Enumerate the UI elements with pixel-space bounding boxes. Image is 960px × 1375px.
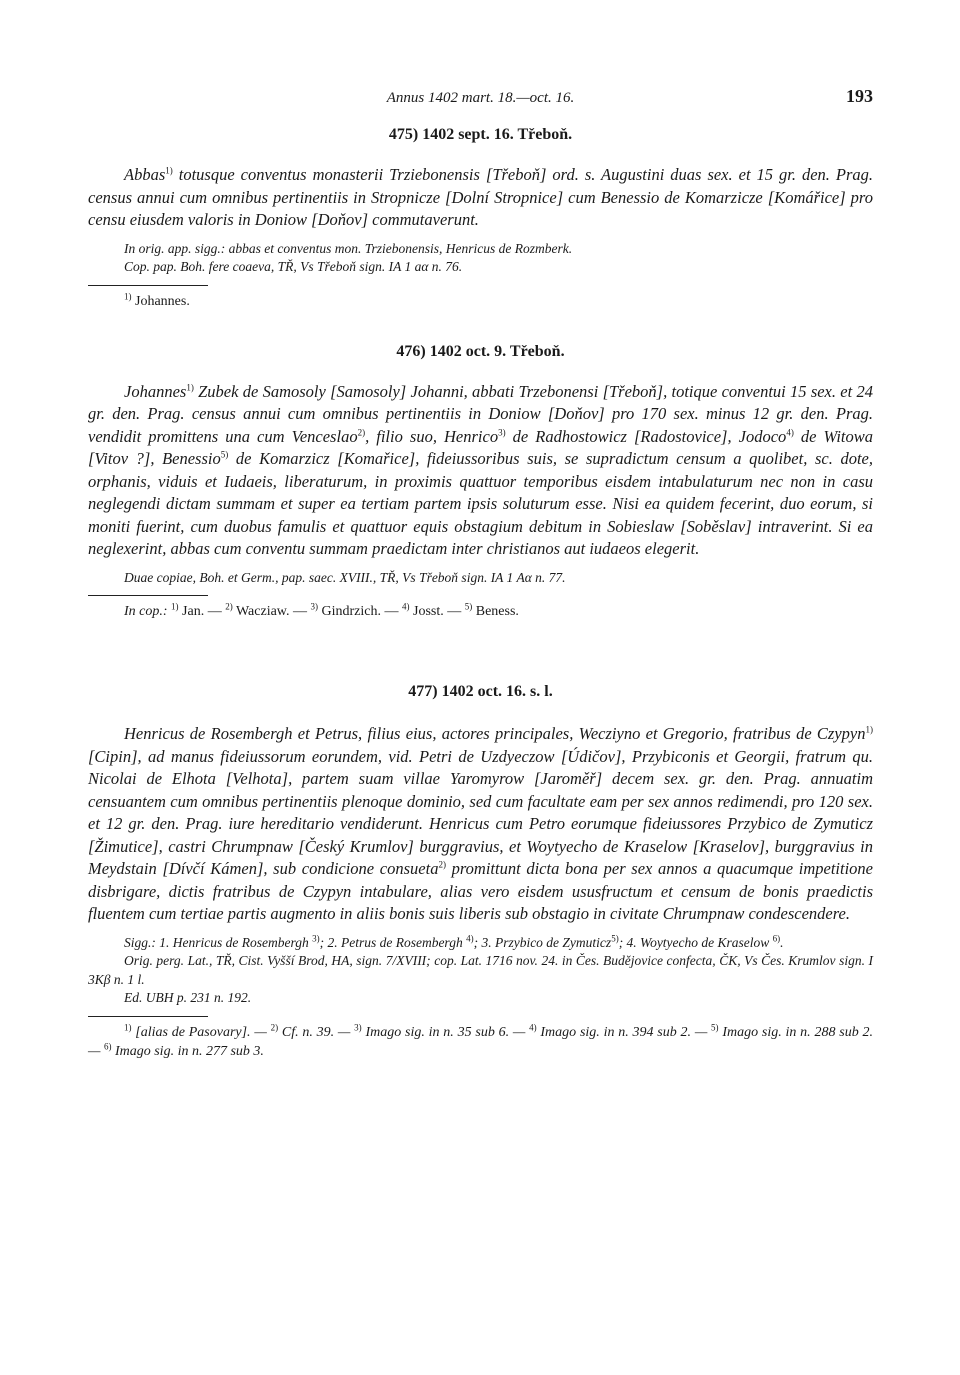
- footnote-mark: 3): [354, 1021, 362, 1032]
- copy-note: Cop. pap. Boh. fere coaeva, TŘ, Vs Třeboň sign. IA 1 aα n. 76.: [124, 259, 463, 274]
- footnote: [88, 1023, 873, 1061]
- page-number: 193: [846, 86, 873, 106]
- footnote-ref: 2): [357, 427, 366, 437]
- footnote: [88, 602, 873, 621]
- footnote-text: Imago sig. in n. 277 sub 3.: [111, 1043, 264, 1059]
- footnote-text: Johannes.: [131, 293, 190, 309]
- footnote: [88, 292, 873, 311]
- footnote-mark: 1): [124, 1021, 132, 1032]
- source-notes: [88, 569, 873, 588]
- footnote-ref: 4): [786, 427, 794, 437]
- footnote-mark: 1): [171, 601, 179, 612]
- footnote-text: Imago sig. in n. 288 sub 2. —: [88, 1024, 873, 1059]
- footnote-ref: 5): [611, 933, 619, 943]
- text-segment: Sigg.: 1. Henricus de Rosembergh: [124, 934, 313, 950]
- footnote-mark: 6): [103, 1040, 112, 1051]
- seals-note: [88, 934, 873, 953]
- text-segment: ; 2. Petrus de Rosembergh: [319, 934, 467, 950]
- text-segment: de Witowa [Vitov ?], Benessio: [88, 426, 874, 468]
- document-text: [88, 164, 873, 232]
- footnote-text: Imago sig. in n. 35 sub 6. —: [361, 1024, 530, 1040]
- document-477: [88, 681, 873, 1061]
- text-segment: Johannes: [124, 381, 187, 401]
- footnote-text: Imago sig. in n. 394 sub 2. —: [536, 1024, 712, 1040]
- footnote-text: Wacziaw. —: [232, 604, 311, 619]
- source-notes: [88, 934, 873, 1008]
- footnote-text: Josst. —: [409, 604, 465, 619]
- document-title: 476) 1402 oct. 9. Třeboň.: [396, 342, 565, 360]
- text-segment: de Komarzicz [Komařice], fideiussoribus suis, se supradictum censum a quolibet, sc. dote, orphanis, viduis et Iudaeis, liberaturum, in proximis quattuor temporibus eisdem intabulaturum nec non in casu neglegendi dictam summam et super ea tertiam partem ipsis soluturum esse. Nisi ea quidem fecerint, duo eorum, si moniti fuerint, cum duobus famulis et quattuor equis obstagium debitum in Sobieslaw [Soběslav] intraverint. Si ea neglexerint, abbas cum conventu summam praedictam inter christianos aut iudaeos elegerit.: [88, 449, 873, 558]
- copy-note: Duae copiae, Boh. et Germ., pap. saec. XVIII., TŘ, Vs Třeboň sign. IA 1 Aα n. 77.: [124, 569, 566, 585]
- footnote-mark: 4): [529, 1021, 537, 1032]
- footnote-intro: In cop.:: [124, 604, 168, 619]
- document-title: 477) 1402 oct. 16. s. l.: [408, 683, 553, 700]
- document-title: 475) 1402 sept. 16. Třeboň.: [388, 126, 573, 143]
- text-segment: totusque conventus monasterii Trziebonensis [Třeboň] ord. s. Augustini duas sex. et 15 gr. den. Prag. census annui cum omnibus pertinentiis in Stropnicze [Dolní Stropnice] cum Benessio de Komarzicze [Komářice] pro censu eiusdem valoris in Doniow [Doňov] commutaverunt.: [88, 165, 873, 229]
- document-text: [88, 723, 873, 926]
- text-segment: de Radhostowicz [Radostovice], Jodoco: [505, 426, 787, 446]
- text-segment: promittunt dicta bona per sex annos a quacumque impetitione disbrigare, dictis fratribus de Czypyn intabulare, alias vero eisdem ususfructum et censum de bonis praedictis fluentem cum tertiae partis augmento in aliis bonis suis liberis sub obstagio in civitate Chrumpnaw condescendere.: [88, 859, 873, 923]
- footnote-ref: 4): [466, 933, 474, 943]
- footnote-ref: 3): [498, 427, 506, 437]
- text-segment: .: [780, 934, 784, 950]
- page: [88, 80, 873, 1061]
- footnote-mark: 2): [225, 601, 233, 612]
- footnote-ref: 3): [312, 933, 320, 943]
- footnote-ref: 6): [772, 933, 781, 943]
- footnote-mark: 3): [310, 601, 319, 612]
- text-segment: ; 4. Woytyecho de Kraselow: [618, 934, 773, 950]
- footnote-text: [alias de Pasovary]. —: [131, 1024, 271, 1040]
- footnote-rule: [88, 285, 208, 286]
- text-segment: , filio suo, Henrico: [365, 426, 499, 446]
- footnote-mark: 5): [464, 601, 473, 612]
- text-segment: Abbas: [124, 165, 166, 184]
- document-476: [88, 341, 873, 622]
- footnote-mark: 5): [711, 1021, 719, 1032]
- footnote-mark: 2): [270, 1021, 279, 1032]
- seal-note: In orig. app. sigg.: abbas et conventus mon. Trziebonensis, Henricus de Rozmberk.: [124, 240, 573, 256]
- footnote-rule: [88, 595, 208, 596]
- footnote-text: Beness.: [472, 604, 519, 619]
- text-segment: ; 3. Przybico de Zymuticz: [473, 934, 612, 950]
- text-segment: Henricus de Rosembergh et Petrus, filius eius, actores principales, Wecziyno et Gregorio, fratribus de Czypyn: [124, 724, 866, 743]
- page-header: [88, 80, 873, 106]
- original-note: Orig. perg. Lat., TŘ, Cist. Vyšší Brod, HA, sign. 7/XVIII; cop. Lat. 1716 nov. 24. in Čes. Budějovice confecta, ČK, Vs Čes. Krumlov sign. I 3Kβ n. 1 l.: [88, 953, 873, 987]
- edition-note: Ed. UBH p. 231 n. 192.: [124, 990, 252, 1005]
- footnote-ref: 5): [220, 449, 229, 460]
- footnote-text: Cf. n. 39. —: [278, 1024, 355, 1040]
- footnote-text: Jan. —: [178, 604, 226, 619]
- running-head: Annus 1402 mart. 18.—oct. 16.: [386, 90, 575, 106]
- source-notes: [88, 240, 873, 277]
- footnote-text: Gindrzich. —: [318, 604, 402, 619]
- document-text: [88, 381, 873, 561]
- text-segment: [Cipin], ad manus fideiussorum eorundem, vid. Petri de Uzdyeczow [Údičov], Przybiconis et Georgii, fratrum qu. Nicolai de Elhota [Velhota], partem suam villae Yaromyrow [Jaroměř] decem sex. gr. den. Prag. annuatim censuantem cum omnibus pertinentiis plenoque dominio, sed cum facultate eam per sex annos redimendi, pro 120 sex. et 12 gr. den. Prag. iure hereditario vendiderunt. Henricus cum Petro eorumque fideiussores Przybico de Zymuticz [Žimutice], castri Chrumpnaw [Český Krumlov] burggravius, et Woytyecho de Kraselow [Kraselov], burggravius in Meydstain [Dívčí Kámen], sub condicione consueta: [88, 746, 873, 878]
- footnote-mark: 1): [124, 290, 132, 301]
- footnote-mark: 4): [402, 601, 410, 612]
- footnote-ref: 1): [865, 724, 873, 735]
- footnote-ref: 1): [186, 382, 194, 392]
- footnote-rule: [88, 1016, 208, 1017]
- footnote-ref: 2): [438, 859, 446, 870]
- document-475: [88, 124, 873, 311]
- footnote-ref: 1): [165, 165, 173, 176]
- text-segment: Zubek de Samosoly [Samosoly] Johanni, abbati Trzebonensi [Třeboň], totique conventui 15 sex. et 24 gr. den. Prag. census annui cum omnibus pertinentiis in Doniow [Doňov] pro 170 sex. minus 12 gr. den. Prag. vendidit promittens una cum Venceslao: [88, 381, 873, 446]
